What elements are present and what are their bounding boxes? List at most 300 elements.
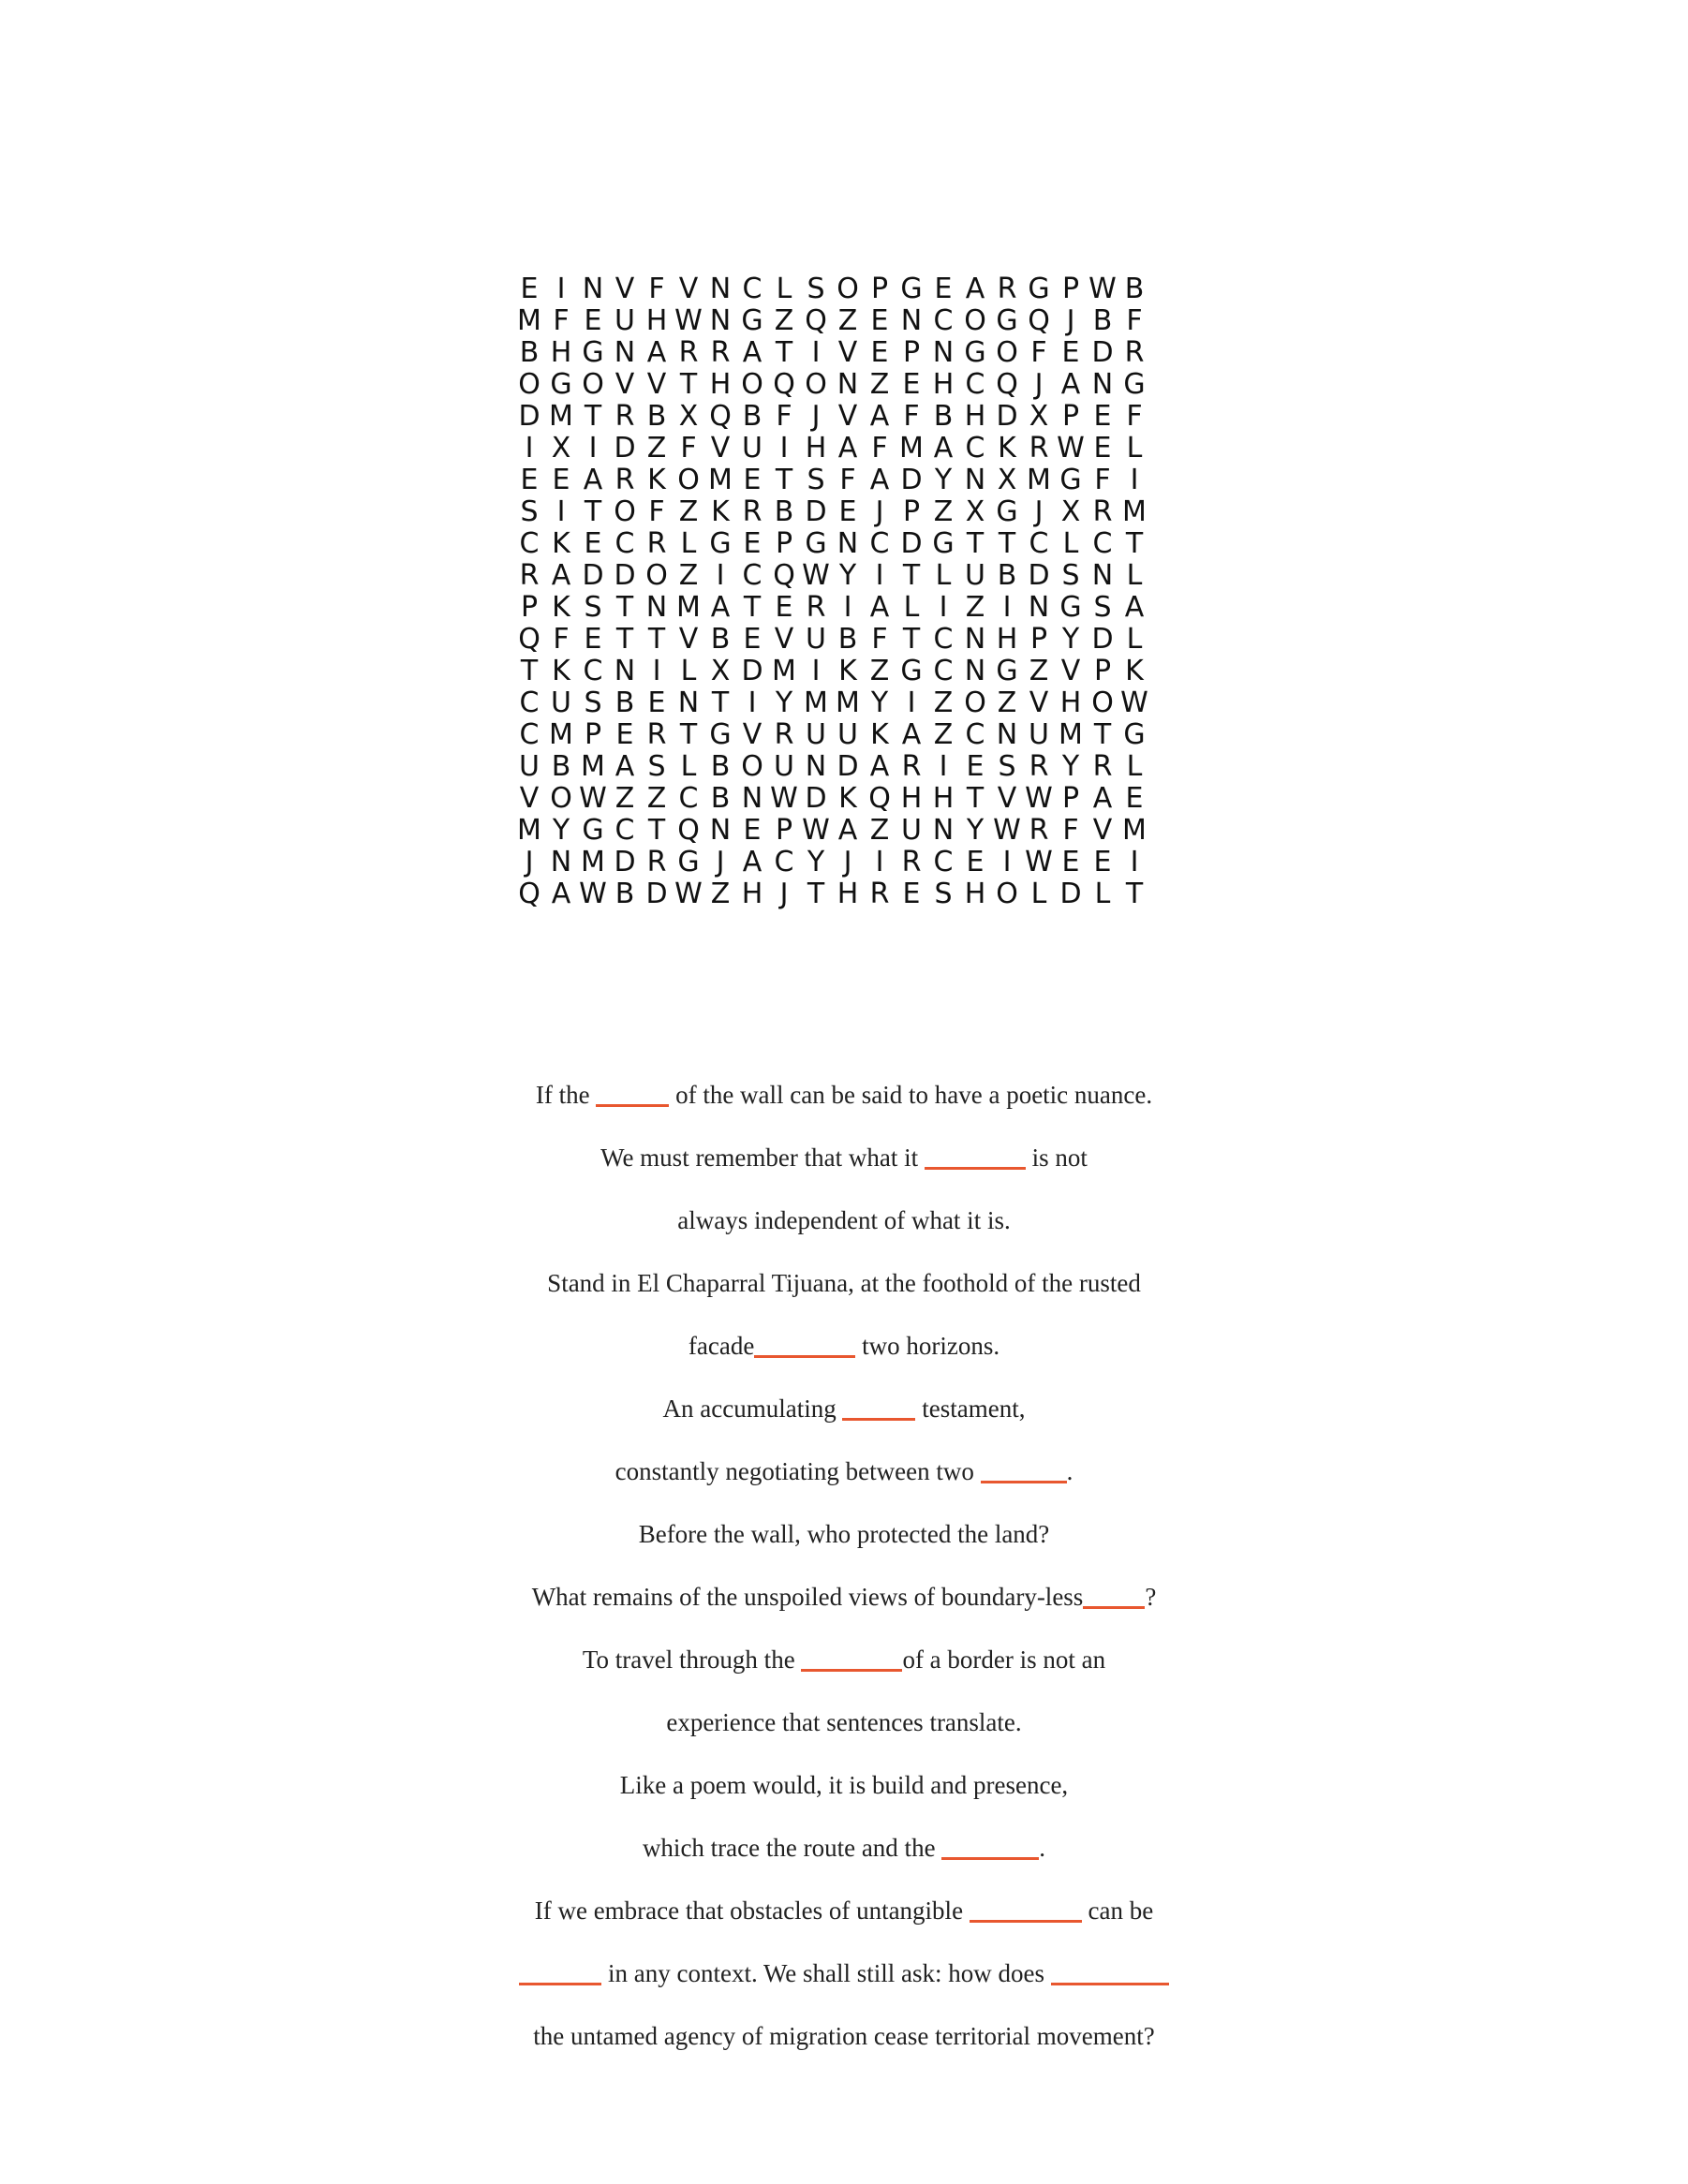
grid-letter: Q [677, 814, 700, 847]
grid-letter: N [550, 846, 572, 878]
grid-letter: U [614, 304, 635, 337]
grid-letter: Z [933, 718, 954, 751]
grid-letter: E [934, 273, 953, 305]
grid-letter: W [770, 782, 798, 815]
grid-letter: P [1029, 623, 1048, 656]
grid-letter: Z [646, 782, 667, 815]
grid-letter: U [1029, 718, 1049, 751]
grid-letter: V [1060, 655, 1081, 687]
grid-letter: T [520, 655, 539, 687]
grid-letter: W [1025, 846, 1053, 878]
grid-letter: N [964, 464, 986, 496]
grid-letter: U [774, 750, 794, 783]
grid-letter: E [1061, 846, 1080, 878]
grid-letter: T [966, 782, 985, 815]
grid-letter: Y [552, 814, 570, 847]
grid-letter: T [775, 464, 793, 496]
grid-letter: L [776, 273, 792, 305]
grid-row [513, 465, 1169, 496]
grid-letter: F [1030, 336, 1047, 369]
poem-text: facade [688, 1332, 755, 1360]
grid-letter: I [939, 591, 948, 624]
grid-letter: T [1125, 527, 1144, 560]
grid-letter: J [1066, 304, 1075, 337]
grid-letter: R [1029, 814, 1049, 847]
grid-letter: R [1029, 750, 1049, 783]
grid-row [513, 337, 1169, 369]
grid-letter: M [517, 304, 541, 337]
grid-letter: T [807, 878, 825, 910]
grid-row [513, 560, 1169, 592]
grid-letter: O [805, 368, 827, 401]
fill-in-the-blank-poem [0, 1072, 1688, 2076]
grid-letter: M [1027, 464, 1051, 496]
poem-text: Before the wall, who protected the land? [638, 1520, 1050, 1548]
grid-letter: D [805, 782, 827, 815]
grid-letter: A [646, 336, 667, 369]
grid-letter: E [966, 750, 985, 783]
poem-line [0, 1135, 1688, 1198]
grid-letter: F [680, 432, 697, 465]
poem-line [0, 1574, 1688, 1637]
grid-letter: F [1094, 464, 1111, 496]
poem-text: Stand in El Chaparral Tijuana, at the foothold of the rusted [547, 1269, 1141, 1297]
grid-letter: I [1130, 846, 1139, 878]
grid-letter: Q [996, 368, 1018, 401]
grid-letter: F [1126, 304, 1143, 337]
grid-letter: M [804, 686, 828, 719]
grid-letter: I [1002, 846, 1012, 878]
grid-letter: B [1124, 273, 1145, 305]
grid-letter: F [553, 304, 570, 337]
poem-line [0, 1700, 1688, 1763]
blank-line [1083, 1587, 1145, 1609]
grid-letter: Q [518, 878, 540, 910]
grid-letter: Y [775, 686, 793, 719]
grid-letter: A [869, 400, 890, 433]
grid-letter: F [553, 623, 570, 656]
grid-row [513, 528, 1169, 560]
grid-letter: H [932, 368, 955, 401]
grid-letter: Y [934, 464, 953, 496]
grid-letter: U [742, 432, 763, 465]
grid-letter: R [869, 878, 890, 910]
poem-line [0, 1951, 1688, 2014]
grid-letter: J [811, 400, 821, 433]
grid-letter: M [549, 718, 573, 751]
grid-letter: B [837, 623, 858, 656]
grid-letter: K [552, 655, 570, 687]
grid-letter: C [1092, 527, 1113, 560]
poem-text: If we embrace that obstacles of untangible [534, 1896, 970, 1925]
grid-letter: V [678, 273, 699, 305]
grid-letter: J [1034, 495, 1044, 528]
grid-letter: C [965, 432, 985, 465]
grid-letter: K [711, 495, 730, 528]
poem-text: What remains of the unspoiled views of boundary-less [531, 1583, 1084, 1611]
grid-letter: E [966, 846, 985, 878]
grid-letter: O [741, 750, 763, 783]
grid-letter: E [902, 368, 921, 401]
grid-row [513, 401, 1169, 433]
poem-text: always independent of what it is. [677, 1206, 1011, 1234]
grid-letter: E [775, 591, 793, 624]
poem-text: which trace the route and the [642, 1834, 942, 1862]
grid-letter: V [774, 623, 794, 656]
grid-letter: X [678, 400, 699, 433]
grid-letter: V [837, 336, 858, 369]
poem-text: two horizons. [855, 1332, 1000, 1360]
grid-letter: P [520, 591, 539, 624]
grid-row [513, 878, 1169, 910]
grid-letter: W [674, 878, 703, 910]
grid-letter: G [900, 655, 923, 687]
grid-letter: T [902, 559, 921, 592]
grid-letter: A [965, 273, 985, 305]
grid-letter: I [1002, 591, 1012, 624]
grid-letter: O [964, 304, 986, 337]
grid-letter: L [1126, 559, 1143, 592]
grid-letter: N [932, 336, 955, 369]
grid-letter: D [1091, 336, 1114, 369]
grid-letter: B [710, 750, 731, 783]
grid-letter: W [1120, 686, 1148, 719]
grid-letter: B [1092, 304, 1113, 337]
grid-letter: G [677, 846, 700, 878]
grid-letter: Z [646, 432, 667, 465]
poem-text: We must remember that what it [600, 1144, 925, 1172]
grid-letter: A [583, 464, 603, 496]
grid-letter: R [997, 273, 1017, 305]
poem-text: constantly negotiating between two [614, 1457, 981, 1485]
grid-letter: R [806, 591, 826, 624]
grid-letter: U [965, 559, 985, 592]
grid-letter: G [1059, 464, 1082, 496]
poem-text: ? [1145, 1583, 1157, 1611]
poem-line [0, 1072, 1688, 1135]
grid-letter: Z [774, 304, 794, 337]
grid-letter: E [1125, 782, 1144, 815]
grid-letter: I [811, 655, 821, 687]
grid-letter: B [519, 336, 540, 369]
grid-letter: Y [1061, 750, 1080, 783]
grid-letter: C [614, 527, 635, 560]
grid-letter: N [964, 623, 986, 656]
grid-row [513, 369, 1169, 401]
grid-letter: Z [869, 814, 890, 847]
grid-letter: I [811, 336, 821, 369]
grid-row [513, 783, 1169, 815]
grid-letter: S [998, 750, 1016, 783]
poem-text: . [1066, 1457, 1074, 1485]
grid-letter: E [743, 623, 762, 656]
grid-letter: O [550, 782, 572, 815]
grid-letter: K [870, 718, 889, 751]
grid-letter: D [805, 495, 827, 528]
grid-letter: K [647, 464, 666, 496]
poem-text: If the [535, 1081, 597, 1109]
grid-row [513, 433, 1169, 465]
grid-letter: P [1061, 273, 1080, 305]
grid-letter: A [837, 432, 858, 465]
grid-letter: D [645, 878, 668, 910]
word-search-grid [513, 273, 1169, 910]
grid-letter: J [843, 846, 852, 878]
blank-line [842, 1399, 915, 1421]
grid-letter: U [806, 718, 826, 751]
grid-letter: V [646, 368, 667, 401]
grid-letter: B [710, 623, 731, 656]
blank-line [981, 1462, 1067, 1483]
grid-letter: A [869, 464, 890, 496]
grid-letter: T [743, 591, 762, 624]
grid-letter: T [1125, 878, 1144, 910]
grid-letter: N [1091, 368, 1114, 401]
grid-letter: R [901, 846, 922, 878]
grid-letter: T [584, 495, 602, 528]
grid-letter: L [1062, 527, 1079, 560]
grid-letter: T [679, 368, 698, 401]
grid-letter: A [710, 591, 731, 624]
grid-letter: G [964, 336, 986, 369]
grid-letter: H [709, 368, 732, 401]
grid-letter: U [519, 750, 540, 783]
grid-row [513, 751, 1169, 783]
grid-letter: U [806, 623, 826, 656]
grid-letter: A [933, 432, 954, 465]
grid-row [513, 687, 1169, 719]
grid-letter: M [581, 750, 605, 783]
grid-letter: O [837, 273, 859, 305]
poem-line [0, 1261, 1688, 1323]
blank-line [1051, 1964, 1169, 1985]
blank-line [754, 1336, 855, 1358]
blank-line [970, 1901, 1082, 1923]
grid-letter: A [1092, 782, 1113, 815]
grid-letter: A [837, 814, 858, 847]
grid-letter: Y [1061, 623, 1080, 656]
grid-letter: N [805, 750, 827, 783]
grid-letter: E [520, 464, 539, 496]
grid-letter: U [837, 718, 858, 751]
grid-letter: W [579, 878, 607, 910]
grid-letter: B [742, 400, 763, 433]
grid-letter: H [805, 432, 827, 465]
grid-letter: C [614, 814, 635, 847]
grid-letter: H [964, 878, 986, 910]
grid-letter: R [901, 750, 922, 783]
grid-letter: D [582, 559, 604, 592]
grid-letter: W [674, 304, 703, 337]
grid-letter: Y [966, 814, 985, 847]
blank-line [596, 1085, 669, 1107]
poem-line [0, 1323, 1688, 1386]
grid-letter: K [552, 527, 570, 560]
grid-letter: I [1130, 464, 1139, 496]
grid-row [513, 815, 1169, 847]
grid-letter: P [902, 495, 921, 528]
grid-letter: L [903, 591, 920, 624]
poem-text: of a border is not an [902, 1645, 1106, 1674]
grid-letter: V [742, 718, 763, 751]
grid-letter: A [869, 591, 890, 624]
grid-letter: I [875, 846, 884, 878]
grid-letter: C [519, 686, 540, 719]
grid-letter: I [716, 559, 725, 592]
grid-letter: A [869, 750, 890, 783]
grid-letter: N [677, 686, 700, 719]
grid-letter: M [1122, 814, 1147, 847]
grid-letter: V [1092, 814, 1113, 847]
grid-letter: D [614, 432, 636, 465]
grid-letter: I [907, 686, 916, 719]
grid-letter: S [584, 591, 602, 624]
grid-letter: J [875, 495, 884, 528]
grid-letter: E [1093, 432, 1112, 465]
poem-line [0, 1198, 1688, 1261]
grid-letter: E [870, 336, 889, 369]
grid-letter: N [645, 591, 668, 624]
grid-letter: R [614, 400, 635, 433]
grid-letter: N [709, 814, 732, 847]
grid-letter: T [584, 400, 602, 433]
grid-letter: P [584, 718, 602, 751]
grid-row [513, 847, 1169, 878]
grid-letter: N [614, 655, 636, 687]
grid-letter: O [1091, 686, 1114, 719]
grid-letter: F [871, 432, 888, 465]
grid-letter: X [1060, 495, 1081, 528]
grid-letter: L [1126, 623, 1143, 656]
grid-letter: R [742, 495, 763, 528]
grid-letter: I [748, 686, 757, 719]
grid-letter: I [875, 559, 884, 592]
grid-letter: H [837, 878, 859, 910]
grid-letter: Q [868, 782, 891, 815]
grid-letter: N [996, 718, 1018, 751]
grid-letter: Z [678, 559, 699, 592]
grid-letter: E [743, 464, 762, 496]
grid-letter: T [711, 686, 730, 719]
blank-line [941, 1838, 1039, 1860]
grid-letter: I [556, 273, 566, 305]
grid-letter: S [807, 464, 825, 496]
grid-letter: Z [869, 368, 890, 401]
poem-text: An accumulating [662, 1395, 843, 1423]
grid-letter: C [933, 304, 954, 337]
grid-letter: G [805, 527, 827, 560]
grid-letter: B [933, 400, 954, 433]
blank-line [801, 1650, 902, 1672]
grid-letter: X [710, 655, 731, 687]
grid-letter: T [647, 814, 666, 847]
grid-letter: S [1093, 591, 1112, 624]
grid-letter: N [1028, 591, 1050, 624]
grid-letter: R [646, 718, 667, 751]
grid-letter: C [742, 559, 763, 592]
grid-letter: L [1126, 750, 1143, 783]
grid-letter: G [1059, 591, 1082, 624]
grid-letter: J [1034, 368, 1044, 401]
grid-letter: B [997, 559, 1017, 592]
poem-text: Like a poem would, it is build and presence, [619, 1771, 1069, 1799]
grid-letter: K [998, 432, 1016, 465]
grid-letter: R [1029, 432, 1049, 465]
grid-letter: M [676, 591, 701, 624]
grid-letter: Q [773, 559, 795, 592]
grid-letter: C [933, 655, 954, 687]
poem-line [0, 1449, 1688, 1512]
grid-letter: Z [997, 686, 1017, 719]
grid-letter: W [579, 782, 607, 815]
grid-letter: B [774, 495, 794, 528]
grid-letter: T [1093, 718, 1112, 751]
grid-letter: Z [965, 591, 985, 624]
grid-letter: X [997, 464, 1017, 496]
grid-letter: G [1123, 718, 1146, 751]
grid-letter: L [680, 750, 697, 783]
grid-letter: R [1092, 495, 1113, 528]
grid-letter: I [588, 432, 598, 465]
grid-letter: W [1057, 432, 1085, 465]
grid-letter: D [741, 655, 763, 687]
grid-letter: G [1123, 368, 1146, 401]
grid-letter: A [614, 750, 635, 783]
grid-letter: R [710, 336, 731, 369]
grid-letter: A [742, 336, 763, 369]
grid-letter: A [551, 878, 571, 910]
grid-letter: P [902, 336, 921, 369]
grid-letter: D [614, 846, 636, 878]
grid-letter: H [1059, 686, 1082, 719]
grid-letter: I [843, 591, 852, 624]
grid-letter: L [680, 655, 697, 687]
grid-letter: A [1060, 368, 1081, 401]
grid-letter: D [614, 559, 636, 592]
grid-letter: S [584, 686, 602, 719]
poem-text: of the wall can be said to have a poetic nuance. [669, 1081, 1153, 1109]
grid-letter: C [933, 623, 954, 656]
grid-letter: C [678, 782, 699, 815]
grid-letter: I [779, 432, 789, 465]
grid-letter: W [802, 814, 830, 847]
grid-letter: N [837, 527, 859, 560]
grid-letter: T [775, 336, 793, 369]
grid-letter: Q [773, 368, 795, 401]
grid-letter: G [709, 527, 732, 560]
grid-letter: G [996, 495, 1018, 528]
grid-letter: V [710, 432, 731, 465]
grid-row [513, 719, 1169, 751]
grid-letter: Q [1028, 304, 1050, 337]
grid-row [513, 592, 1169, 624]
grid-letter: A [901, 718, 922, 751]
grid-letter: D [1091, 623, 1114, 656]
grid-letter: B [614, 686, 635, 719]
grid-letter: O [741, 368, 763, 401]
grid-letter: S [520, 495, 539, 528]
grid-letter: L [1094, 878, 1111, 910]
grid-letter: R [1092, 750, 1113, 783]
grid-letter: L [680, 527, 697, 560]
grid-letter: E [584, 304, 602, 337]
grid-letter: A [551, 559, 571, 592]
grid-letter: E [743, 527, 762, 560]
grid-letter: R [774, 718, 794, 751]
grid-letter: E [870, 304, 889, 337]
grid-letter: D [900, 464, 923, 496]
grid-letter: C [933, 846, 954, 878]
